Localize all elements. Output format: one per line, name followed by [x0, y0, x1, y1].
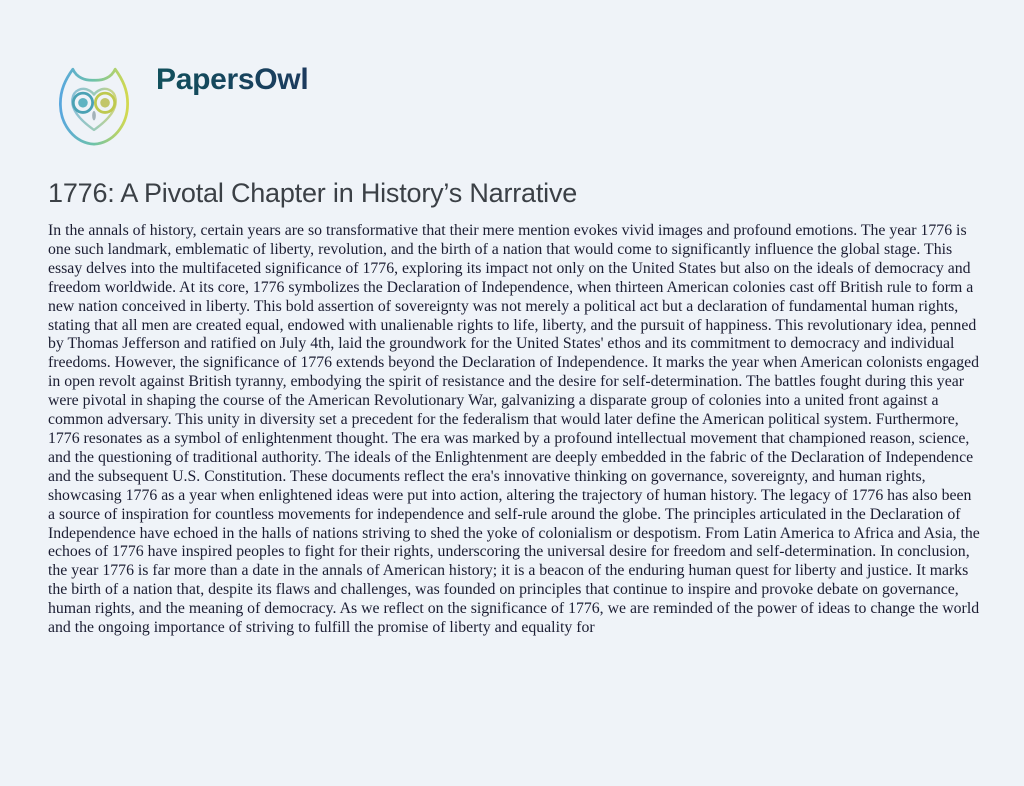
owl-logo-icon[interactable] [48, 60, 140, 152]
page-title: 1776: A Pivotal Chapter in History’s Narrative [48, 178, 578, 208]
brand-name[interactable]: PapersOwl [156, 63, 309, 96]
header-text-block [156, 60, 308, 103]
site-header [48, 60, 976, 152]
essay-body: In the annals of history, certain years are so transformative that their mere mention evokes vivid images and profound emotions. The year 1776 is one such landmark, emblematic of liberty, revolution, and the birth of a nation that would come to significantly influence the global stage. This essay delves into the multifaceted significance of 1776, exploring its impact not only on the United States but also on the ideals of democracy and freedom worldwide. At its core, 1776 symbolizes the Declaration of Independence, when thirteen American colonies cast off British rule to form a new nation conceived in liberty. This bold assertion of sovereignty was not merely a political act but a declaration of fundamental human rights, stating that all men are created equal, endowed with unalienable rights to life, liberty, and the pursuit of happiness. This revolutionary idea, penned by Thomas Jefferson and ratified on July 4th, laid the groundwork for the United States' ethos and its commitment to democracy and individual freedoms. However, the significance of 1776 extends beyond the Declaration of Independence. It marks the year when American colonists engaged in open revolt against British tyranny, embodying the spirit of resistance and the desire for self-determination. The battles fought during this year were pivotal in shaping the course of the American Revolutionary War, galvanizing a disparate group of colonies into a united front against a common adversary. This unity in diversity set a precedent for the federalism that would later define the American political system. Furthermore, 1776 resonates as a symbol of enlightenment thought. The era was marked by a profound intellectual movement that championed reason, science, and the questioning of traditional authority. The ideals of the Enlightenment are deeply embedded in the fabric of the Declaration of Independence and the subsequent U.S. Constitution. These documents reflect the era's innovative thinking on governance, sovereignty, and human rights, showcasing 1776 as a year when enlightened ideas were put into action, altering the trajectory of human history. The legacy of 1776 has also been a source of inspiration for countless movements for independence and self-rule around the globe. The principles articulated in the Declaration of Independence have echoed in the halls of nations striving to shed the yoke of colonialism or despotism. From Latin America to Africa and Asia, the echoes of 1776 have inspired peoples to fight for their rights, underscoring the universal desire for freedom and self-determination. In conclusion, the year 1776 is far more than a date in the annals of American history; it is a beacon of the enduring human quest for liberty and justice. It marks the birth of a nation that, despite its flaws and challenges, was founded on principles that continue to inspire and provoke debate on governance, human rights, and the meaning of democracy. As we reflect on the significance of 1776, we are reminded of the power of ideas to change the world and the ongoing importance of striving to fulfill the promise of liberty and equality for [48, 222, 980, 637]
